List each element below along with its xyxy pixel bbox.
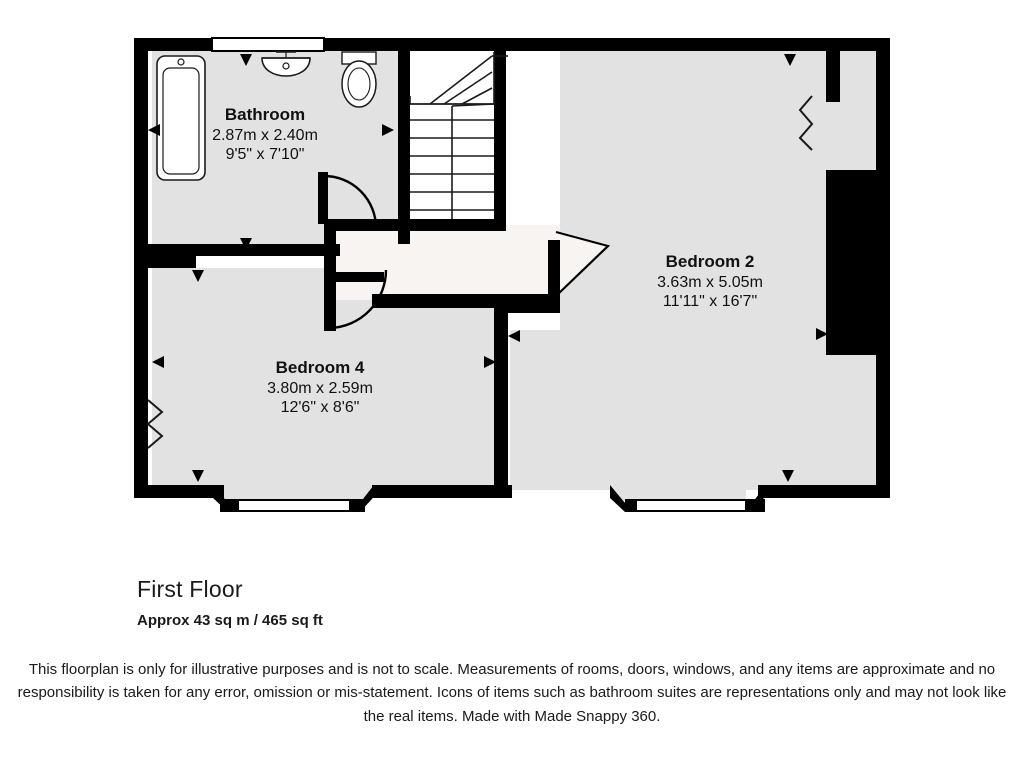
disclaimer-text: This floorplan is only for illustrative purposes and is not to scale. Measurements of rooms, doors, windows, and any items are approximate and no responsibility is taken for any error, omission or mis-statement. Icons of items such as bathroom suites are representations only and may not look like the real items. Made with Made Snappy 360. <box>17 661 1007 725</box>
bedroom-4-name: Bedroom 4 <box>275 358 365 377</box>
bedroom-2-dims-metric: 3.63m x 5.05m <box>657 273 763 291</box>
bedroom-4-dims-imperial: 12'6" x 8'6" <box>280 399 360 417</box>
bedroom-4-label-group <box>160 358 480 418</box>
bedroom-2-label-group <box>560 252 860 312</box>
bedroom-2-name: Bedroom 2 <box>665 252 755 271</box>
bathroom-name: Bathroom <box>224 105 306 124</box>
floor-title: First Floor <box>137 576 243 602</box>
bedroom-4-dims-metric: 3.80m x 2.59m <box>267 379 373 397</box>
bedroom-2-dims-imperial: 11'11" x 16'7" <box>662 293 758 311</box>
toilet-icon <box>342 52 376 107</box>
bathroom-dims-metric: 2.87m x 2.40m <box>212 126 318 144</box>
floor-area: Approx 43 sq m / 465 sq ft <box>137 612 323 629</box>
landing-fill <box>330 225 560 300</box>
bathroom-label-group <box>120 105 410 165</box>
bathroom-dims-imperial: 9'5" x 7'10" <box>225 146 305 164</box>
